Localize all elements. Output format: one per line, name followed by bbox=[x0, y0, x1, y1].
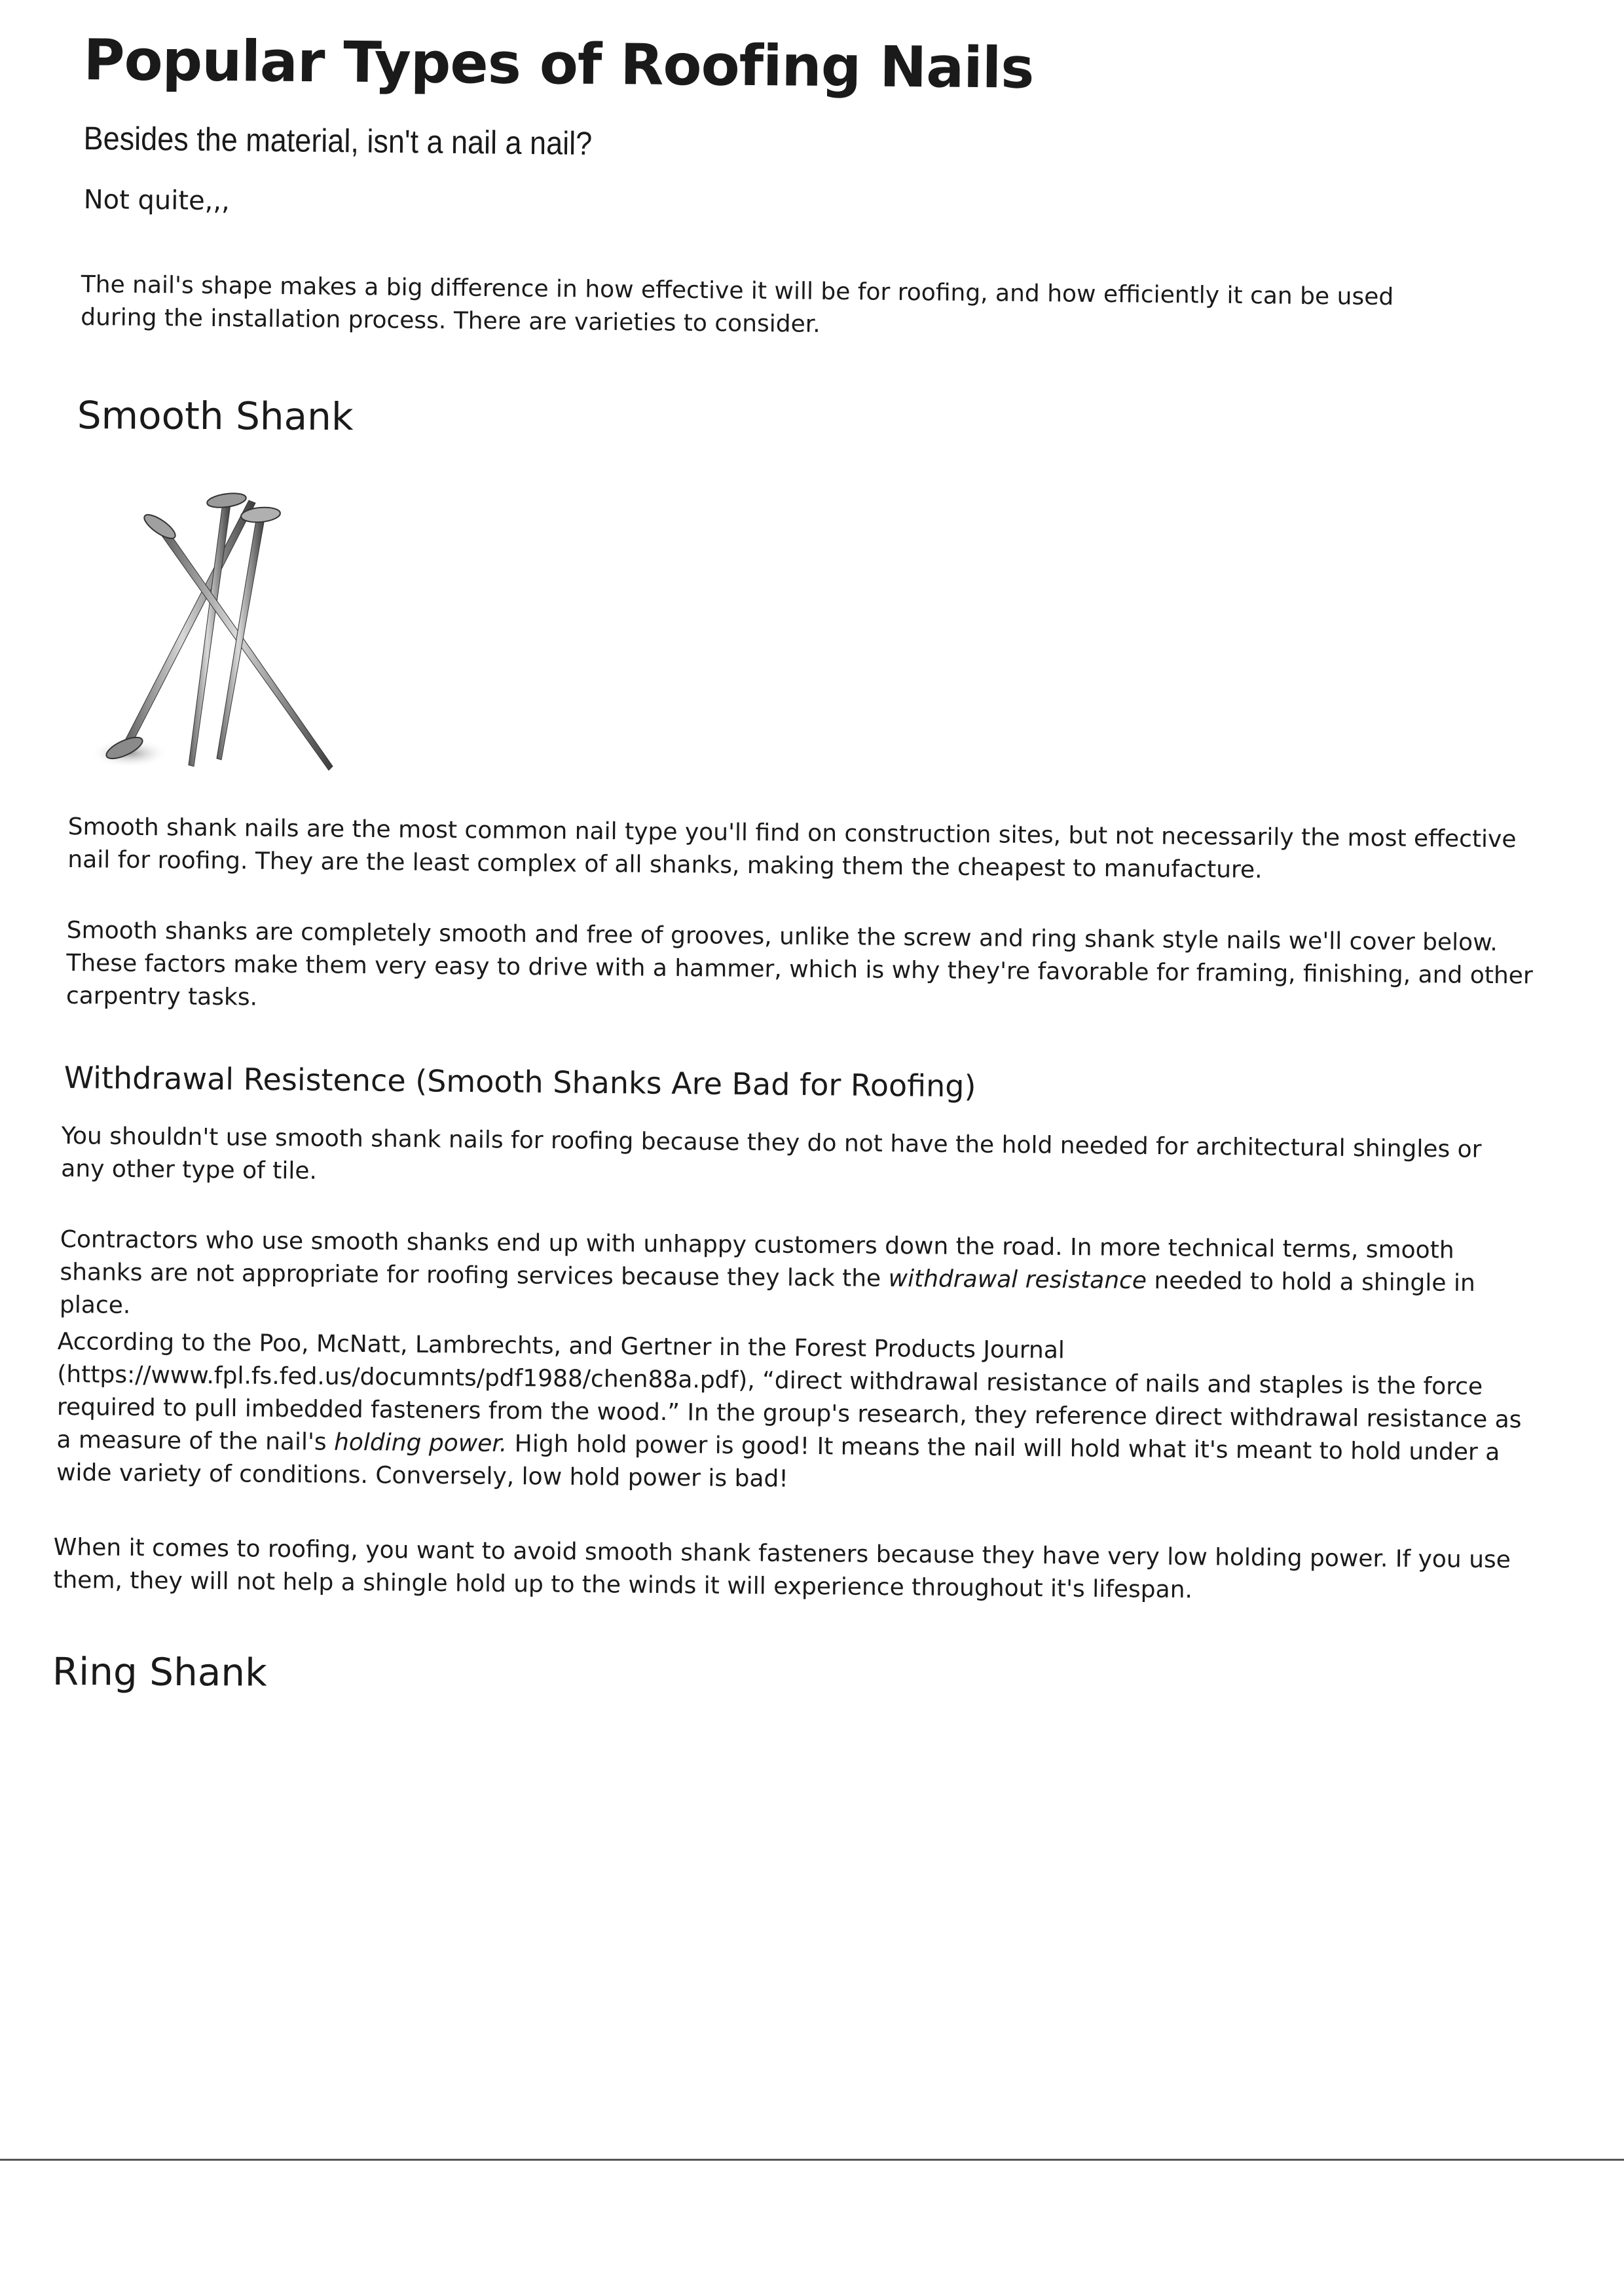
ring-shank-heading: Ring Shank bbox=[52, 1649, 267, 1695]
bottom-rule bbox=[0, 2159, 1624, 2161]
withdrawal-paragraph-3-text-a: According to the Poo, McNatt, Lambrechts, and Gertner in the Forest Products Journal (https://www.fpl.fs.fed.us/documnts/pdf1988/chen88a.pdf), “direct withdrawal resistance of nails and staples is the force required to pull imbedded fasteners from the wood.” In the group's research, they reference direct withdrawal resistance as a measure of the nail's bbox=[56, 1328, 1522, 1456]
withdrawal-paragraph-4: When it comes to roofing, you want to avoid smooth shank fasteners because they have very low holding power. If you use them, they will not help a shingle hold up to the winds it will experience throughout it's lifespan. bbox=[53, 1533, 1511, 1604]
withdrawal-paragraph-2-text-b: needed to hold a shingle in place. bbox=[59, 1267, 1475, 1319]
page-title: Popular Types of Roofing Nails bbox=[83, 28, 1034, 102]
nails-illustration-icon bbox=[84, 478, 359, 786]
subtitle: Besides the material, isn't a nail a nail? bbox=[83, 119, 593, 162]
withdrawal-paragraph-1: You shouldn't use smooth shank nails for roofing because they do not have the hold needed for architectural shingles or any other type of tile. bbox=[61, 1122, 1482, 1185]
withdrawal-paragraph-2 bbox=[60, 1223, 1540, 1334]
intro-paragraph: The nail's shape makes a big difference in how effective it will be for roofing, and how efficiently it can be used during the installation process. There are varieties to consider. bbox=[81, 271, 1394, 338]
withdrawal-paragraph-3 bbox=[56, 1326, 1531, 1502]
withdrawal-resistance-emphasis: withdrawal resistance bbox=[888, 1265, 1147, 1295]
not-quite-text: Not quite,,, bbox=[83, 185, 231, 217]
withdrawal-paragraph-2-text-a: Contractors who use smooth shanks end up with unhappy customers down the road. In more technical terms, smooth shanks are not appropriate for roofing services because they lack the bbox=[60, 1225, 1454, 1292]
withdrawal-heading: Withdrawal Resistence (Smooth Shanks Are Bad for Roofing) bbox=[64, 1060, 976, 1104]
holding-power-emphasis: holding power. bbox=[333, 1428, 507, 1457]
withdrawal-paragraph-3-text-b: High hold power is good! It means the nail will hold what it's meant to hold under a wide variety of conditions. Conversely, low hold power is bad! bbox=[56, 1430, 1500, 1493]
smooth-shank-paragraph-1: Smooth shank nails are the most common nail type you'll find on construction sites, but not necessarily the most effective nail for roofing. They are the least complex of all shanks, making them the cheapest to manufacture. bbox=[67, 813, 1517, 884]
smooth-shank-paragraph-2: Smooth shanks are completely smooth and free of grooves, unlike the screw and ring shank style nails we'll cover below. These factors make them very easy to drive with a hammer, which is why they're favorable for framing, finishing, and other carpentry tasks. bbox=[65, 916, 1533, 1011]
smooth-shank-heading: Smooth Shank bbox=[77, 393, 354, 439]
